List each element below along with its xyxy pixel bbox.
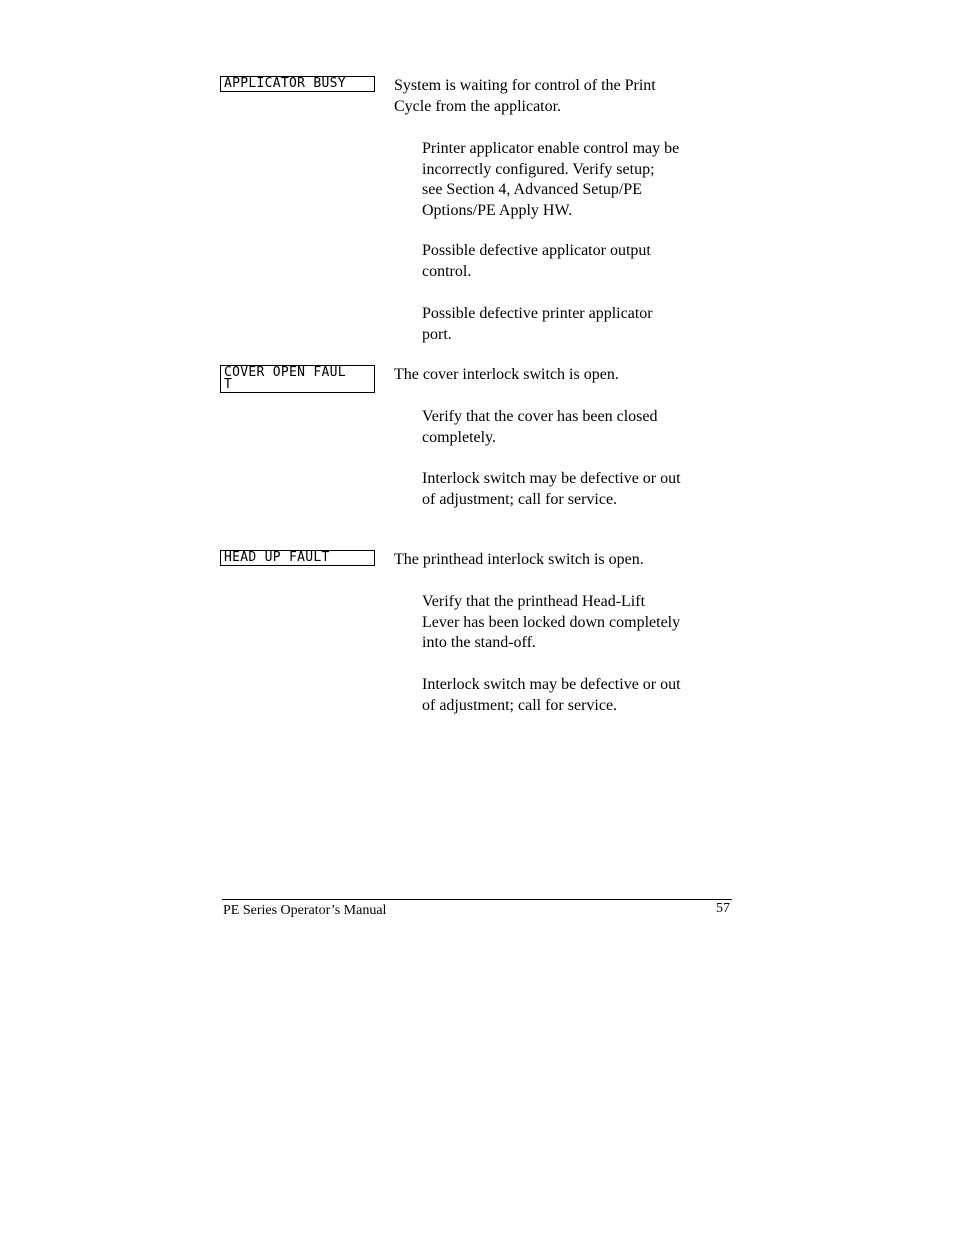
footer-page-number: 57 bbox=[716, 901, 730, 916]
footer-divider bbox=[222, 899, 732, 900]
note-applicator-output: Possible defective applicator output control. bbox=[422, 242, 651, 280]
note-cover-interlock: Interlock switch may be defective or out of adjustment; call for service. bbox=[422, 470, 681, 508]
lcd-message-applicator-busy: APPLICATOR BUSY bbox=[220, 76, 375, 92]
footer-manual-title: PE Series Operator’s Manual bbox=[223, 903, 387, 918]
lcd-message-head-up-fault: HEAD UP FAULT bbox=[220, 550, 375, 566]
note-applicator-port: Possible defective printer applicator port. bbox=[422, 305, 653, 343]
note-cover-closed: Verify that the cover has been closed completely. bbox=[422, 408, 658, 446]
note-applicator-enable: Printer applicator enable control may be incorrectly configured. Verify setup; see Section 4, Advanced Setup/PE Options/PE Apply HW. bbox=[422, 140, 680, 219]
description-cover-open-fault: The cover interlock switch is open. bbox=[394, 366, 619, 383]
description-head-up-fault: The printhead interlock switch is open. bbox=[394, 551, 644, 568]
note-head-lift-lever: Verify that the printhead Head-Lift Lever has been locked down completely into the stand-off. bbox=[422, 593, 681, 651]
note-head-interlock: Interlock switch may be defective or out of adjustment; call for service. bbox=[422, 676, 681, 714]
lcd-message-cover-open-fault: COVER OPEN FAUL T bbox=[220, 365, 375, 393]
description-applicator-busy: System is waiting for control of the Print Cycle from the applicator. bbox=[394, 77, 656, 115]
